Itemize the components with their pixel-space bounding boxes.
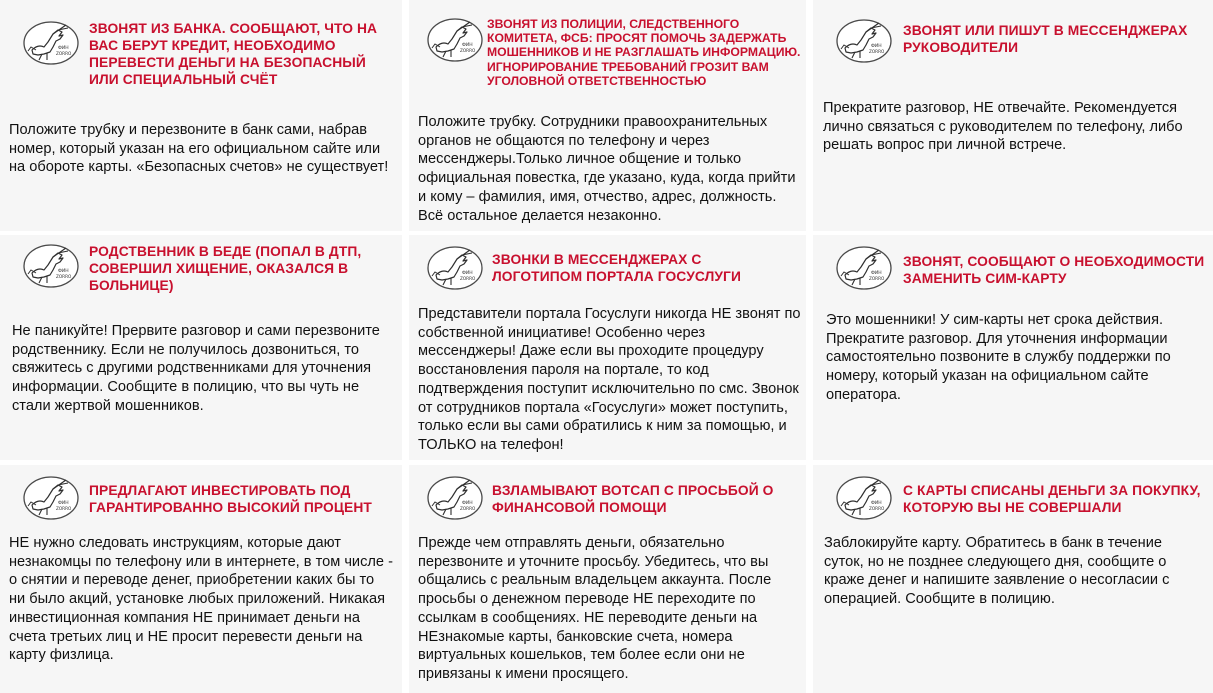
card-title: ЗВОНЯТ ИЛИ ПИШУТ В МЕССЕНДЖЕРАХ РУКОВОДИТЕЛИ [903,23,1188,55]
svg-text:ZORRO: ZORRO [460,276,476,281]
card-whatsapp-hack [409,465,806,693]
svg-text:ZORRO: ZORRO [460,506,476,511]
svg-text:ФИН: ФИН [871,271,882,276]
svg-text:ZORRO: ZORRO [460,48,476,53]
card-body: Не паникуйте! Прервите разговор и сами перезвоните родственнику. Если не получилось дозвониться, то свяжитесь с другими родственниками для уточнения информации. Сообщите в полицию, что вы чуть не стали жертвой мошенников. [12,323,380,414]
svg-text:ФИН: ФИН [871,44,882,49]
card-title: ВЗЛАМЫВАЮТ ВОТСАП С ПРОСЬБОЙ О ФИНАНСОВОЙ ПОМОЩИ [492,483,774,515]
card-title: С КАРТЫ СПИСАНЫ ДЕНЬГИ ЗА ПОКУПКУ, КОТОРУЮ ВЫ НЕ СОВЕРШАЛИ [903,483,1201,515]
card-title: ЗВОНЯТ ИЗ ПОЛИЦИИ, СЛЕДСТВЕННОГО КОМИТЕТА, ФСБ: ПРОСЯТ ПОМОЧЬ ЗАДЕРЖАТЬ МОШЕННИКОВ И НЕ РАЗГЛАШАТЬ ИНФОРМАЦИЮ. ИГНОРИРОВАНИЕ ТРЕБОВАНИЙ ГРОЗИТ ВАМ УГОЛОВНОЙ ОТВЕТСТВЕННОСТЬЮ [487,17,801,88]
svg-text:ZORRO: ZORRO [56,51,72,56]
finzorro-logo-icon [426,17,484,63]
finzorro-logo-icon [22,20,80,66]
card-title: ПРЕДЛАГАЮТ ИНВЕСТИРОВАТЬ ПОД ГАРАНТИРОВАННО ВЫСОКИЙ ПРОЦЕНТ [89,483,372,515]
card-body: Прекратите разговор, НЕ отвечайте. Рекомендуется лично связаться с руководителем по телефону, либо решать вопрос при личной встрече. [823,100,1183,154]
finzorro-logo-icon [426,245,484,291]
card-investment [0,465,402,693]
svg-text:ФИН: ФИН [462,43,473,48]
card-body: Это мошенники! У сим-карты нет срока действия. Прекратите разговор. Для уточнения информации самостоятельно позвоните в службу поддержки по номеру, который указан на официальном сайте оператора. [826,312,1171,403]
card-relative-trouble [0,235,402,460]
svg-text:ФИН: ФИН [58,501,69,506]
card-title: РОДСТВЕННИК В БЕДЕ (ПОПАЛ В ДТП, СОВЕРШИЛ ХИЩЕНИЕ, ОКАЗАЛСЯ В БОЛЬНИЦЕ) [89,244,362,293]
svg-text:ФИН: ФИН [58,269,69,274]
finzorro-logo-icon [22,243,80,289]
svg-text:ФИН: ФИН [871,501,882,506]
card-gosuslugi-call [409,235,806,460]
svg-text:ФИН: ФИН [462,501,473,506]
svg-text:ФИН: ФИН [58,46,69,51]
card-sim-replacement [813,235,1213,460]
card-body: НЕ нужно следовать инструкциям, которые дают незнакомцы по телефону или в интернете, в том числе - о снятии и переводе денег, приобретении каких бы то ни было акций, установке любых приложений. Никакая инвестиционная компания НЕ принимает деньги на счета третьих лиц и НЕ просит перевести деньги на карту физлица. [9,535,393,664]
card-body: Положите трубку. Сотрудники правоохранительных органов не общаются по телефону и через мессенджеры.Только личное общение и только официальная повестка, где указано, куда, когда прийти и кому – фамилия, имя, отчество, адрес, должность. Всё остальное делается незаконно. [418,114,796,224]
card-title: ЗВОНКИ В МЕССЕНДЖЕРАХ С ЛОГОТИПОМ ПОРТАЛА ГОСУСЛУГИ [492,252,741,284]
card-title: ЗВОНЯТ ИЗ БАНКА. СООБЩАЮТ, ЧТО НА ВАС БЕРУТ КРЕДИТ, НЕОБХОДИМО ПЕРЕВЕСТИ ДЕНЬГИ НА БЕЗОПАСНЫЙ ИЛИ СПЕЦИАЛЬНЫЙ СЧЁТ [89,21,378,87]
card-bank-call [0,0,402,231]
card-body: Представители портала Госуслуги никогда НЕ звонят по собственной инициативе! Особенно через мессенджеры! Даже если вы проходите процедуру восстановления пароля на портале, то код подтверждения поступит исключительно по смс. Звонок от сотрудников портала «Госуслуги» может поступить, только если вы сами обратились к ним за помощью, и ТОЛЬКО на телефон! [418,306,801,453]
card-body: Прежде чем отправлять деньги, обязательно перезвоните и уточните просьбу. Убедитесь, что вы общались с реальным владельцем аккаунта. После просьбы о денежном переводе НЕ переходите по ссылкам в сообщениях. НЕ переводите деньги на НЕзнакомые карты, банковские счета, номера виртуальных кошельков, тем более если они не привязаны к имени просящего. [418,535,772,682]
svg-text:ZORRO: ZORRO [869,506,885,511]
svg-text:ZORRO: ZORRO [869,49,885,54]
finzorro-logo-icon [835,18,893,64]
finzorro-logo-icon [426,475,484,521]
card-body: Заблокируйте карту. Обратитесь в банк в течение суток, но не позднее следующего дня, сообщите о краже денег и напишите заявление о несогласии с операцией. Сообщите в полицию. [824,535,1170,608]
svg-text:ZORRO: ZORRO [869,276,885,281]
svg-text:ZORRO: ZORRO [56,274,72,279]
card-body: Положите трубку и перезвоните в банк сами, набрав номер, который указан на его официальном сайте или на обороте карты. «Безопасных счетов» не существует! [9,122,389,176]
finzorro-logo-icon [835,245,893,291]
svg-text:ZORRO: ZORRO [56,506,72,511]
finzorro-logo-icon [22,475,80,521]
svg-text:ФИН: ФИН [462,271,473,276]
finzorro-logo-icon [835,475,893,521]
card-title: ЗВОНЯТ, СООБЩАЮТ О НЕОБХОДИМОСТИ ЗАМЕНИТЬ СИМ-КАРТУ [903,254,1205,286]
card-police-call [409,0,806,231]
card-unauthorized-charge [813,465,1213,693]
card-manager-call [813,0,1213,231]
